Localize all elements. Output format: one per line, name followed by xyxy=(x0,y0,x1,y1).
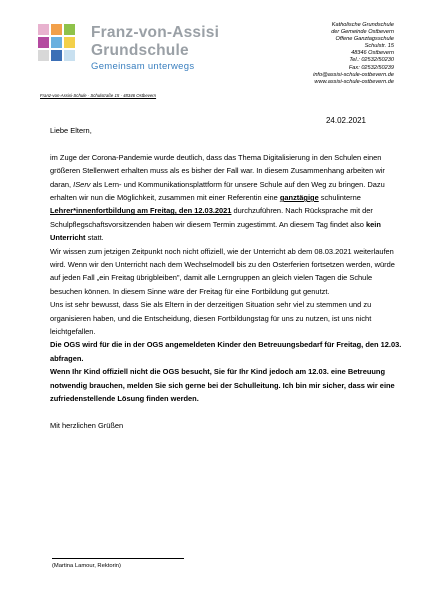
address-line: Schulstr. 15 xyxy=(364,43,394,50)
text-run: statt. xyxy=(85,233,104,243)
school-address-block xyxy=(264,22,394,86)
sender-line: Franz-von-Assisi-Schule · Schulstraße 15 · 48346 Ostbevern xyxy=(40,93,157,98)
text-run-bold-underlined: ganztägige xyxy=(279,193,319,203)
signature-name: (Martina Lamour, Rektorin) xyxy=(52,563,121,569)
address-line: 48346 Ostbevern xyxy=(351,50,394,57)
address-phone: Tel.: 02532/50230 xyxy=(349,57,394,64)
text-run-italic: IServ xyxy=(73,179,91,189)
text-run: im Zuge der Corona-Pandemie wurde deutlich, dass das Thema Digitalisierung in den Schulen einen größeren Stellenwert erhalten muss als es bisher der Fall war. In diesem Zusammenhang arbeiten wir daran, xyxy=(50,152,385,189)
address-line: Offene Ganztagsschule xyxy=(335,36,394,43)
letter-body xyxy=(50,124,405,432)
text-run: als Lern- und Kommunikationsplattform für unsere Schule auf den Weg zu bringen. Dazu erhalten wir nun die Möglichkeit, zusammen mit einer Referentin eine xyxy=(50,179,385,203)
text-run: durchzuführen. Nach Rücksprache mit der Schulpflegschaftsvorsitzenden haben wir diesem Termin zugestimmt. An diesem Tag findet also xyxy=(50,206,373,229)
address-line: der Gemeinde Ostbevern xyxy=(331,29,394,36)
address-email[interactable]: info@assisi-schule-ostbevern.de xyxy=(313,71,394,78)
logo-name-line2: Grundschule xyxy=(91,42,189,59)
letter-date: 24.02.2021 xyxy=(325,116,366,125)
paragraph-4: Die OGS wird für die in der OGS angemeldeten Kinder den Betreuungsbedarf für Freitag, den 12.03. abfragen. xyxy=(50,340,402,363)
paragraph-2: Wir wissen zum jetzigen Zeitpunkt noch nicht offiziell, wie der Unterricht ab dem 08.03.2021 weiterlaufen wird. Wenn wir den Unterricht nach dem Wechselmodell bis zu den Osterferien fortsetzen werden, würde auf jeden Fall „ein Freitag übrigbleiben", damit alle Lerngruppen an gleich vielen Tagen die Schule besuchen können. In diesem Sinne wäre der Freitag für eine Fortbildung gut genutzt. xyxy=(50,246,395,296)
signature-line xyxy=(52,558,184,559)
address-website[interactable]: www.assisi-schule-ostbevern.de xyxy=(314,78,394,85)
closing: Mit herzlichen Grüßen xyxy=(50,420,124,430)
school-logo xyxy=(38,24,248,82)
text-run-bold: kein Unterricht xyxy=(50,219,381,243)
address-fax: Fax: 02532/50239 xyxy=(348,64,394,71)
logo-tagline: Gemeinsam unterwegs xyxy=(91,61,195,72)
logo-name-line1: Franz-von-Assisi xyxy=(91,24,220,41)
salutation: Liebe Eltern, xyxy=(50,126,92,135)
logo-mosaic-icon xyxy=(38,24,76,62)
paragraph-3: Uns ist sehr bewusst, dass Sie als Eltern in der derzeitigen Situation sehr viel zu stemmen und zu organisieren haben, und die Entscheidung, diesen Fortbildungstag für uns zu nutzen, ist uns nicht leichtgefallen. xyxy=(50,300,372,337)
text-run-bold-underlined: Lehrer*innenfortbildung am Freitag, den 12.03.2021 xyxy=(50,206,232,216)
text-run: schulinterne xyxy=(318,193,361,203)
address-line: Katholische Grundschule xyxy=(331,22,394,28)
paragraph-1 xyxy=(50,151,405,245)
paragraph-5: Wenn Ihr Kind offiziell nicht die OGS besucht, Sie für Ihr Kind jedoch am 12.03. eine Betreuung notwendig brauchen, melden Sie sich gerne bei der Schulleitung. Ich bin mir sicher, dass wir eine zufriedenstellende Lösung finden werden. xyxy=(50,367,395,404)
